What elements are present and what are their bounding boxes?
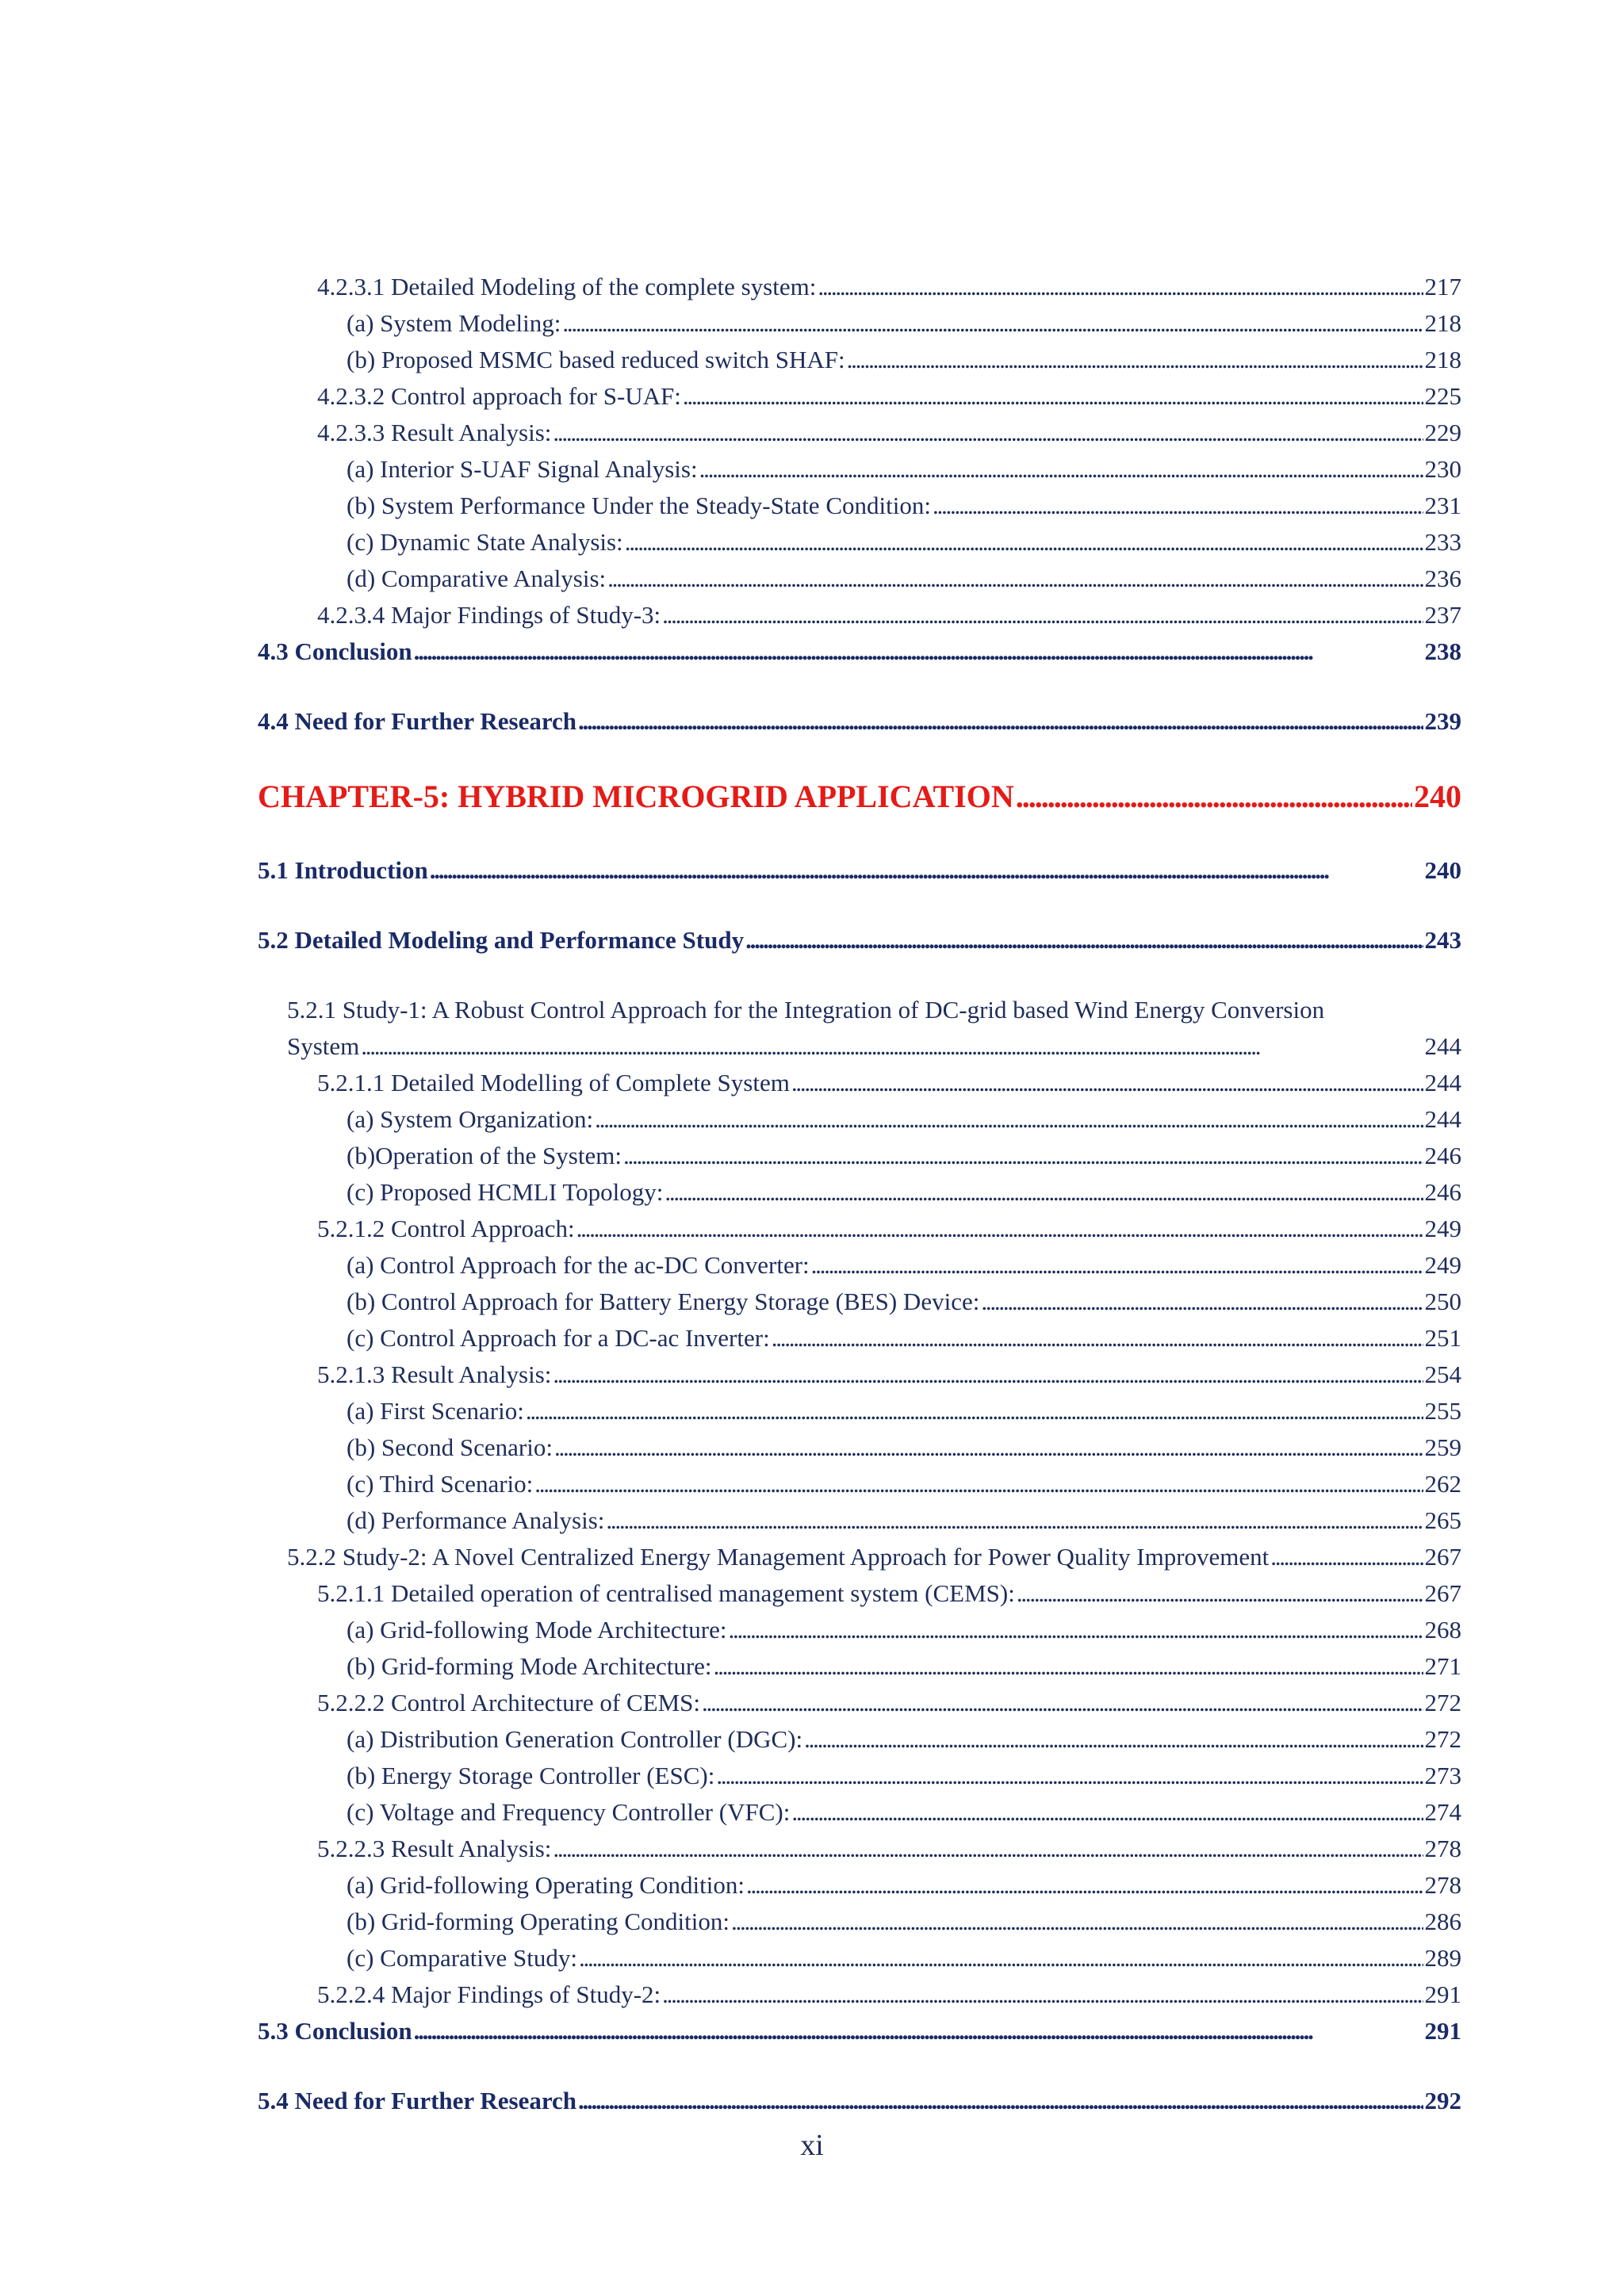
toc-page-number: 240 <box>1424 856 1461 884</box>
toc-leader-dots <box>665 1177 1423 1208</box>
toc-entry[interactable] <box>347 308 1461 339</box>
toc-leader-dots <box>361 1031 1423 1062</box>
toc-page-number: 249 <box>1424 1215 1461 1242</box>
toc-entry-title: (a) Grid-following Mode Architecture: <box>347 1616 727 1644</box>
toc-entry[interactable] <box>317 1359 1461 1391</box>
toc-entry-title: (a) System Modeling: <box>347 309 561 337</box>
toc-page-number: 237 <box>1424 601 1461 629</box>
toc-leader-dots <box>576 1213 1423 1245</box>
toc-leader-dots <box>804 1724 1423 1755</box>
toc-entry-title: (c) Dynamic State Analysis: <box>347 528 623 556</box>
toc-entry[interactable] <box>258 924 1461 956</box>
toc-entry-title: (a) Interior S-UAF Signal Analysis: <box>347 455 698 483</box>
toc-entry[interactable] <box>347 1322 1461 1354</box>
toc-page-number: 251 <box>1424 1324 1461 1352</box>
toc-leader-dots <box>562 308 1423 339</box>
toc-leader-dots <box>625 526 1423 558</box>
toc-entry[interactable] <box>347 1942 1461 1974</box>
toc-leader-dots <box>1270 1541 1423 1573</box>
toc-leader-dots <box>745 924 1423 956</box>
toc-entry[interactable] <box>317 1687 1461 1719</box>
toc-entry-title: 5.2.1.2 Control Approach: <box>317 1215 575 1242</box>
toc-leader-dots <box>526 1395 1423 1427</box>
toc-page-number: 246 <box>1424 1142 1461 1169</box>
toc-leader-dots <box>578 2085 1423 2117</box>
toc-entry[interactable] <box>347 1797 1461 1828</box>
toc-page-number: 231 <box>1424 492 1461 519</box>
toc-leader-dots <box>847 344 1423 376</box>
toc-page-number: 273 <box>1424 1762 1461 1789</box>
toc-entry-title: 5.2.1.1 Detailed Modelling of Complete System <box>317 1069 790 1096</box>
toc-page-number: 250 <box>1424 1288 1461 1315</box>
toc-entry[interactable] <box>347 526 1461 558</box>
toc-page-number: 239 <box>1424 707 1461 735</box>
toc-entry-title: 5.2.2 Study-2: A Novel Centralized Energy Management Approach for Power Quality Improvement <box>287 1543 1270 1571</box>
toc-page-number: 274 <box>1424 1798 1461 1826</box>
toc-page-number: 265 <box>1424 1506 1461 1534</box>
toc-entry-title: 4.2.3.3 Result Analysis: <box>317 419 552 446</box>
toc-entry-title: 5.2 Detailed Modeling and Performance Study <box>258 926 745 954</box>
toc-leader-dots <box>811 1249 1423 1281</box>
toc-leader-dots <box>818 271 1423 303</box>
toc-entry-title: 5.2.2.2 Control Architecture of CEMS: <box>317 1689 701 1716</box>
toc-page-number: 259 <box>1424 1433 1461 1461</box>
toc-leader-dots <box>662 1979 1423 2011</box>
toc-leader-dots <box>414 636 1423 668</box>
toc-entry[interactable] <box>347 1724 1461 1755</box>
toc-entry-title: (c) Third Scenario: <box>347 1470 534 1498</box>
toc-leader-dots <box>731 1906 1423 1938</box>
toc-entry[interactable] <box>347 1906 1461 1938</box>
toc-entry[interactable] <box>347 563 1461 595</box>
toc-entry-title: (c) Voltage and Frequency Controller (VFC): <box>347 1798 791 1826</box>
toc-entry[interactable] <box>347 1760 1461 1792</box>
toc-page-number: 292 <box>1424 2087 1461 2114</box>
toc-page-number: 236 <box>1424 564 1461 592</box>
toc-entry[interactable] <box>347 1286 1461 1318</box>
toc-page-number: 244 <box>1424 1105 1461 1133</box>
toc-entry[interactable] <box>347 1395 1461 1427</box>
toc-entry-title: (b) Energy Storage Controller (ESC): <box>347 1762 715 1789</box>
toc-entry-title: (b) System Performance Under the Steady-State Condition: <box>347 492 931 519</box>
toc-entry-title: 5.2.2.4 Major Findings of Study-2: <box>317 1980 661 2008</box>
toc-leader-dots <box>578 706 1423 737</box>
toc-page-number: 267 <box>1424 1543 1461 1571</box>
toc-leader-dots <box>553 1833 1423 1865</box>
toc-entry-title: 4.3 Conclusion <box>258 637 412 665</box>
toc-entry-title: (b) Proposed MSMC based reduced switch SHAF: <box>347 346 845 373</box>
toc-entry-title: 4.2.3.4 Major Findings of Study-3: <box>317 601 661 629</box>
toc-leader-dots <box>772 1322 1423 1354</box>
toc-leader-dots <box>607 563 1423 595</box>
toc-entry-title: (b) Grid-forming Mode Architecture: <box>347 1652 712 1680</box>
toc-leader-dots <box>746 1869 1423 1901</box>
toc-leader-dots <box>714 1651 1423 1682</box>
toc-entry[interactable] <box>317 381 1461 412</box>
toc-entry-title: 5.3 Conclusion <box>258 2017 412 2045</box>
toc-entry-title: System <box>287 1032 360 1060</box>
toc-page-number: 244 <box>1424 1069 1461 1096</box>
toc-page-number: 272 <box>1424 1689 1461 1716</box>
toc-entry[interactable] <box>317 1213 1461 1245</box>
toc-page-number: 286 <box>1424 1908 1461 1935</box>
toc-entry-title: (b) Second Scenario: <box>347 1433 553 1461</box>
toc-leader-dots <box>1016 777 1412 817</box>
toc-leader-dots <box>716 1760 1423 1792</box>
toc-leader-dots <box>699 453 1423 485</box>
toc-entry-title: CHAPTER-5: HYBRID MICROGRID APPLICATION <box>258 779 1014 814</box>
toc-entry[interactable] <box>347 453 1461 485</box>
toc-entry[interactable] <box>347 1651 1461 1682</box>
toc-entry[interactable] <box>347 1505 1461 1536</box>
toc-entry-title: (a) System Organization: <box>347 1105 594 1133</box>
toc-entry-title: (a) First Scenario: <box>347 1397 524 1425</box>
toc-entry-title: 4.2.3.1 Detailed Modeling of the complete system: <box>317 273 817 300</box>
toc-leader-dots <box>981 1286 1423 1318</box>
toc-entry[interactable] <box>317 1979 1461 2011</box>
toc-page-number: 238 <box>1424 637 1461 665</box>
toc-entry-title: (d) Comparative Analysis: <box>347 564 607 592</box>
toc-entry-title: (a) Grid-following Operating Condition: <box>347 1871 745 1899</box>
toc-entry[interactable] <box>258 2015 1461 2047</box>
toc-entry[interactable] <box>258 636 1461 668</box>
page-number: xi <box>800 2129 824 2162</box>
toc-entry[interactable] <box>347 1432 1461 1464</box>
toc-leader-dots <box>606 1505 1423 1536</box>
toc-page-number: 278 <box>1424 1835 1461 1862</box>
toc-entry[interactable] <box>317 599 1461 631</box>
toc-entry[interactable] <box>347 1104 1461 1135</box>
toc-leader-dots <box>534 1468 1423 1500</box>
toc-leader-dots <box>933 490 1423 522</box>
toc-page-number: 240 <box>1414 779 1461 814</box>
toc-entry-title: (b)Operation of the System: <box>347 1142 622 1169</box>
toc-entry-title: (b) Control Approach for Battery Energy Storage (BES) Device: <box>347 1288 980 1315</box>
toc-entry[interactable] <box>347 490 1461 522</box>
toc-leader-dots <box>553 417 1423 449</box>
toc-page-number: 268 <box>1424 1616 1461 1644</box>
toc-entry-title: (d) Performance Analysis: <box>347 1506 605 1534</box>
toc-page-number: 254 <box>1424 1360 1461 1388</box>
toc-entry[interactable] <box>347 344 1461 376</box>
toc-chapter-heading[interactable] <box>258 777 1461 817</box>
toc-leader-dots <box>430 855 1423 886</box>
toc-entry[interactable] <box>258 2085 1461 2117</box>
toc-leader-dots <box>702 1687 1423 1719</box>
toc-leader-dots <box>579 1942 1423 1974</box>
toc-page-number: 233 <box>1424 528 1461 556</box>
toc-page-number: 271 <box>1424 1652 1461 1680</box>
toc-leader-dots <box>683 381 1423 412</box>
toc-page-number: 229 <box>1424 419 1461 446</box>
toc-leader-dots <box>554 1432 1423 1464</box>
toc-entry[interactable] <box>347 1140 1461 1172</box>
toc-page-number: 272 <box>1424 1725 1461 1753</box>
toc-page-number: 291 <box>1424 1980 1461 2008</box>
toc-page-number: 262 <box>1424 1470 1461 1498</box>
toc-page-number: 249 <box>1424 1251 1461 1279</box>
toc-entry[interactable] <box>347 1468 1461 1500</box>
toc-entry[interactable] <box>317 1833 1461 1865</box>
toc-page-number: 289 <box>1424 1944 1461 1972</box>
toc-leader-dots <box>414 2015 1423 2047</box>
toc-entry-wrapped-line: 5.2.1 Study-1: A Robust Control Approach for the Integration of DC-grid based Wind Energy Conversion <box>287 996 1325 1024</box>
toc-leader-dots <box>729 1614 1423 1646</box>
toc-entry-title: 5.2.1.3 Result Analysis: <box>317 1360 552 1388</box>
toc-entry-title: (b) Grid-forming Operating Condition: <box>347 1908 730 1935</box>
toc-page-number: 225 <box>1424 382 1461 410</box>
toc-page-number: 218 <box>1424 346 1461 373</box>
toc-entry-title: 5.2.2.3 Result Analysis: <box>317 1835 552 1862</box>
toc-entry-title: 4.2.3.2 Control approach for S-UAF: <box>317 382 681 410</box>
toc-entry-title: (c) Comparative Study: <box>347 1944 577 1972</box>
toc-page-number: 230 <box>1424 455 1461 483</box>
toc-entry[interactable] <box>287 1031 1461 1062</box>
toc-page-number: 246 <box>1424 1178 1461 1206</box>
toc-entry[interactable] <box>317 271 1461 303</box>
toc-entry-title: 5.1 Introduction <box>258 856 428 884</box>
toc-leader-dots <box>662 599 1423 631</box>
toc-entry-title: 5.4 Need for Further Research <box>258 2087 577 2114</box>
toc-leader-dots <box>623 1140 1423 1172</box>
toc-page-number: 243 <box>1424 926 1461 954</box>
toc-entry-title: 5.2.1.1 Detailed operation of centralised management system (CEMS): <box>317 1579 1015 1607</box>
toc-entry-title: 4.4 Need for Further Research <box>258 707 577 735</box>
toc-entry[interactable] <box>317 417 1461 449</box>
toc-page-number: 255 <box>1424 1397 1461 1425</box>
toc-leader-dots <box>553 1359 1423 1391</box>
toc-page-number: 244 <box>1424 1032 1461 1060</box>
toc-entry-title: (a) Control Approach for the ac-DC Converter: <box>347 1251 810 1279</box>
toc-leader-dots <box>595 1104 1423 1135</box>
toc-leader-dots <box>1017 1578 1423 1609</box>
toc-entry[interactable] <box>258 706 1461 737</box>
toc-entry-title: (c) Proposed HCMLI Topology: <box>347 1178 664 1206</box>
toc-entry[interactable] <box>317 1578 1461 1609</box>
toc-leader-dots <box>791 1067 1423 1099</box>
toc-page-number: 217 <box>1424 273 1461 300</box>
toc-entry[interactable] <box>347 1177 1461 1208</box>
toc-page-number: 267 <box>1424 1579 1461 1607</box>
toc-entry-title: (c) Control Approach for a DC-ac Inverter: <box>347 1324 770 1352</box>
toc-page-number: 278 <box>1424 1871 1461 1899</box>
toc-entry[interactable] <box>317 1067 1461 1099</box>
toc-entry[interactable] <box>347 1249 1461 1281</box>
toc-entry-title: (a) Distribution Generation Controller (DGC): <box>347 1725 803 1753</box>
toc-page-number: 218 <box>1424 309 1461 337</box>
toc-entry[interactable] <box>287 1541 1461 1573</box>
toc-entry[interactable] <box>347 1614 1461 1646</box>
toc-leader-dots <box>791 1797 1423 1828</box>
toc-page-number: 291 <box>1424 2017 1461 2045</box>
toc-entry[interactable] <box>347 1869 1461 1901</box>
toc-entry[interactable] <box>258 855 1461 886</box>
